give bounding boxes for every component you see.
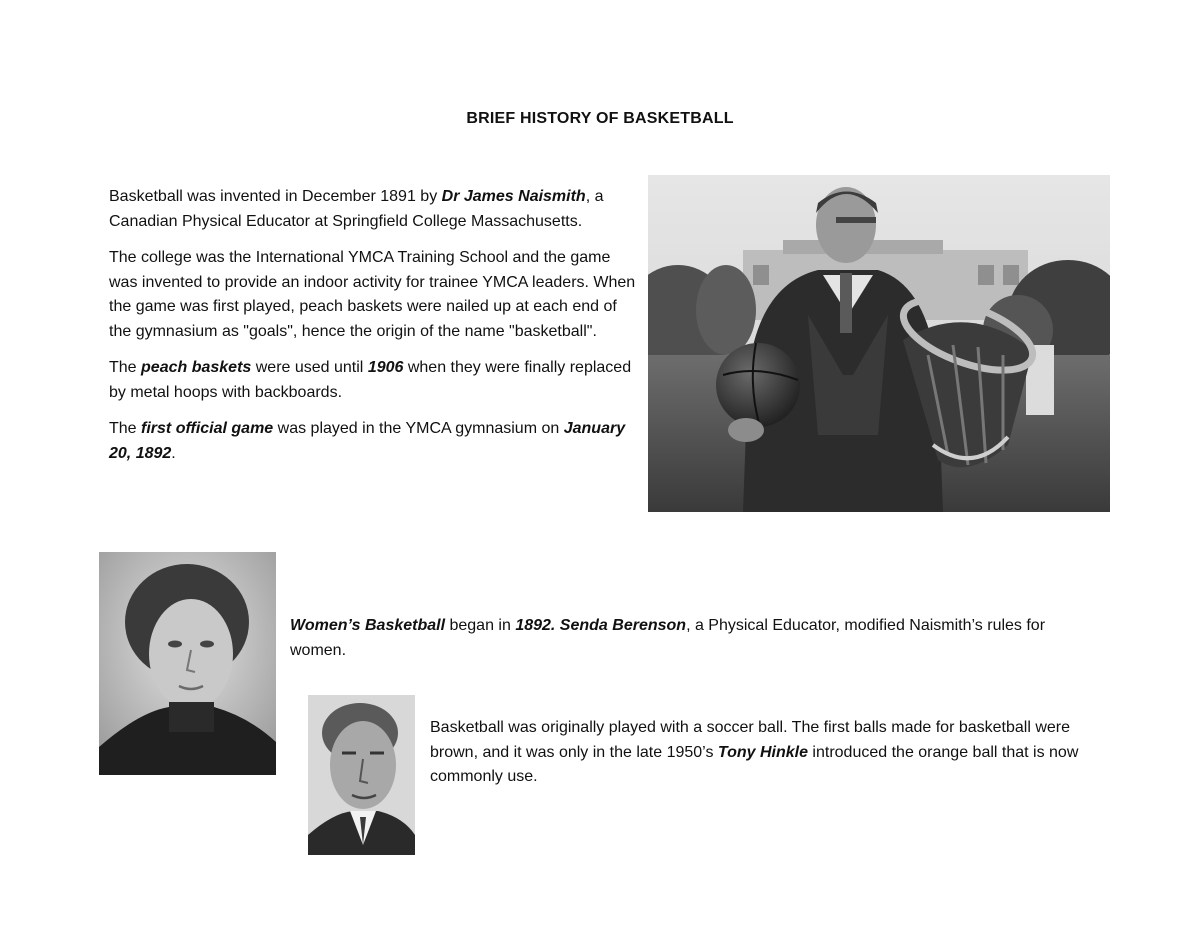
photo-woman-portrait xyxy=(99,552,276,775)
text-span: began in xyxy=(445,617,516,634)
photo-man-with-ball-and-basket-image xyxy=(648,175,1110,512)
photo-woman-portrait-image xyxy=(99,552,276,775)
text-span: The college was the International YMCA Training School and the game was invented to provide an indoor activity for trainee YMCA leaders. When the game was first played, peach baskets were nailed up at each end of the gymnasium as "goals", hence the origin of the name "basketball". xyxy=(109,249,636,340)
photo-man-portrait xyxy=(308,695,415,855)
paragraph-first-game xyxy=(109,417,637,466)
text-span: , a Canadian Physical Educator at Springfield College Massachusetts. xyxy=(109,188,604,230)
emphasis-tony-hinkle: Tony Hinkle xyxy=(717,743,808,761)
ball-history-text xyxy=(430,716,1090,790)
text-span: Basketball was originally played with a soccer ball. The first balls made for basketball were brown, and it was only in the late 1950’s xyxy=(430,719,1071,761)
paragraph-invention xyxy=(109,185,637,234)
text-span: introduced the orange ball that is now commonly use. xyxy=(430,743,1079,785)
photo-man-with-ball-and-basket xyxy=(648,175,1110,512)
text-span: were used until xyxy=(251,359,368,376)
paragraph-ball xyxy=(430,716,1090,790)
emphasis-1906: 1906 xyxy=(367,359,404,376)
text-span: , a Physical Educator, modified Naismith’s rules for women. xyxy=(290,617,1046,659)
emphasis-berenson: 1892. Senda Berenson xyxy=(515,617,687,634)
emphasis-naismith: Dr James Naismith xyxy=(441,188,586,205)
page-title: BRIEF HISTORY OF BASKETBALL xyxy=(466,110,734,127)
womens-basketball-text xyxy=(290,614,1090,663)
emphasis-date: January 20, 1892 xyxy=(109,420,626,462)
paragraph-peach-baskets xyxy=(109,356,637,405)
photo-man-portrait-image xyxy=(308,695,415,855)
emphasis-womens-basketball: Women’s Basketball xyxy=(290,617,446,634)
text-span: Basketball was invented in December 1891 by xyxy=(109,188,442,205)
emphasis-first-official-game: first official game xyxy=(141,420,274,437)
text-span: The xyxy=(109,359,142,376)
emphasis-peach-baskets: peach baskets xyxy=(141,359,252,376)
text-span: when they were finally replaced by metal hoops with backboards. xyxy=(109,359,632,401)
text-span: was played in the YMCA gymnasium on xyxy=(273,420,564,437)
paragraph-college xyxy=(109,246,637,344)
intro-text xyxy=(109,185,637,478)
text-span: The xyxy=(109,420,142,437)
paragraph-womens xyxy=(290,614,1090,663)
text-span: . xyxy=(171,444,176,462)
